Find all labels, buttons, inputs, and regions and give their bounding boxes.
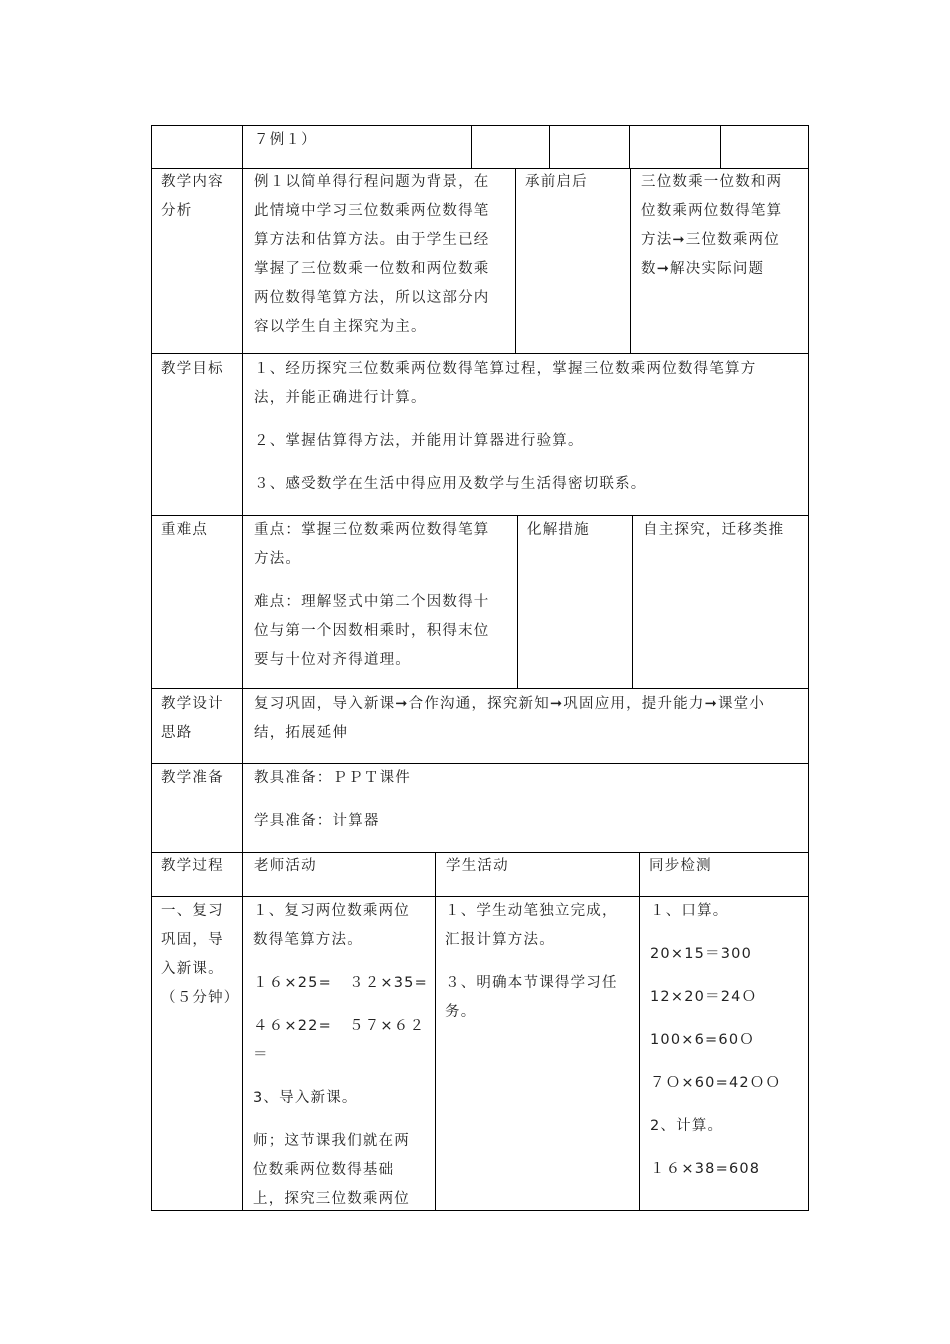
label-line: 承前启后 (525, 174, 588, 190)
calc-line: ＝ (253, 1047, 269, 1063)
label-line: 教学设计 (161, 696, 224, 712)
text-line: １、口算。 (650, 903, 729, 919)
text-line: 位数乘两位数得基础 (253, 1162, 395, 1178)
row1-label (161, 168, 224, 226)
sync-check (650, 897, 805, 1184)
table-border (549, 125, 550, 168)
text-line: 20×15＝300 (650, 946, 753, 962)
header-text: 老师活动 (254, 858, 317, 874)
label-line: 教学目标 (161, 361, 224, 377)
header-text: 学生活动 (446, 858, 509, 874)
calc-item: １６×25= (253, 975, 332, 991)
calc-item: ４６×22= (253, 1018, 332, 1034)
row6-label (161, 852, 224, 881)
calc-line (253, 1012, 433, 1041)
text-line: ２、掌握估算得方法，并能用计算器进行验算。 (254, 433, 584, 449)
text-line: 学具准备：计算器 (254, 813, 380, 829)
text-line: ７Ｏ×60=42ＯＯ (650, 1075, 782, 1091)
label-line: 思路 (161, 725, 193, 741)
text-line: 例１以简单得行程问题为背景，在 (254, 174, 490, 190)
table-border (151, 688, 809, 689)
knowledge-chain (641, 168, 782, 284)
row3-label2 (527, 516, 590, 545)
table-border (151, 125, 809, 126)
text-line: 算方法和估算方法。由于学生已经 (254, 232, 490, 248)
text-line: 数得笔算方法。 (253, 932, 363, 948)
row5-label (161, 764, 224, 793)
row0-text: ７例１） (254, 132, 317, 148)
text-line: 两位数得笔算方法，所以这部分内 (254, 290, 490, 306)
text-line: 结，拓展延伸 (254, 725, 349, 741)
label-line: 分析 (161, 203, 193, 219)
table-border (632, 515, 633, 688)
text-line: 12×20＝24Ｏ (650, 989, 758, 1005)
table-border (151, 353, 809, 354)
teacher-activity-header (254, 852, 317, 881)
table-border (629, 125, 630, 168)
calc-item: ５７×６２ (349, 1018, 426, 1034)
text-line: 三位数乘一位数和两 (641, 174, 783, 190)
table-border (435, 852, 436, 1211)
text-line: 方法。 (254, 551, 302, 567)
text-line: １６×38=608 (650, 1161, 761, 1177)
text-line: 务。 (445, 1004, 477, 1020)
table-border (151, 125, 152, 1211)
text-line: ３、明确本节课得学习任 (445, 975, 618, 991)
row4-label (161, 690, 224, 748)
text-line: 难点：理解竖式中第二个因数得十 (254, 594, 490, 610)
label-line: 入新课。 (161, 961, 224, 977)
calc-item: ３２×35= (349, 975, 428, 991)
text-line: 位数乘两位数得笔算 (641, 203, 783, 219)
text-line: １、经历探究三位数乘两位数得笔算过程，掌握三位数乘两位数得笔算方 (254, 361, 757, 377)
teacher-activity (253, 897, 433, 1214)
label-line: 教学内容 (161, 174, 224, 190)
label-line: 化解措施 (527, 522, 590, 538)
student-activity-header (446, 852, 509, 881)
table-border (151, 1210, 809, 1211)
table-border (242, 125, 243, 1211)
table-border (720, 125, 721, 168)
row3-label (161, 516, 208, 545)
student-activity (445, 897, 635, 1027)
label-line: 重难点 (161, 522, 209, 538)
text-line: 汇报计算方法。 (445, 932, 555, 948)
table-border (808, 125, 809, 1211)
text-line: 此情境中学习三位数乘两位数得笔 (254, 203, 490, 219)
design-thinking (254, 690, 765, 748)
table-border (471, 125, 472, 168)
solution-measures (643, 516, 784, 545)
text-line: 3、导入新课。 (253, 1090, 358, 1106)
row2-label (161, 355, 224, 384)
teaching-goals (254, 355, 756, 499)
text-line: 位与第一个因数相乘时，积得末位 (254, 623, 490, 639)
text-line: 复习巩固，导入新课➞合作沟通，探究新知➞巩固应用，提升能力➞课堂小 (254, 696, 766, 712)
text-line: 要与十位对齐得道理。 (254, 652, 411, 668)
table-border (151, 763, 809, 764)
label-line: 一、复习 (161, 903, 224, 919)
text-line: １、学生动笔独立完成， (445, 903, 618, 919)
label-line: （５分钟） (161, 990, 240, 1006)
text-line: 法，并能正确进行计算。 (254, 390, 427, 406)
table-border (515, 168, 516, 353)
label-line: 教学准备 (161, 770, 224, 786)
text-line: 重点：掌握三位数乘两位数得笔算 (254, 522, 490, 538)
text-line: 掌握了三位数乘一位数和两位数乘 (254, 261, 490, 277)
text-line: 2、计算。 (650, 1118, 724, 1134)
text-line: ３、感受数学在生活中得应用及数学与生活得密切联系。 (254, 476, 647, 492)
row0-content (254, 126, 317, 155)
text-line: 自主探究，迁移类推 (643, 522, 785, 538)
content-analysis (254, 168, 490, 342)
teaching-preparation (254, 764, 411, 836)
text-line: 教具准备：ＰＰＴ课件 (254, 770, 411, 786)
label-line: 巩固，导 (161, 932, 224, 948)
text-line: 方法➞三位数乘两位 (641, 232, 780, 248)
row1-label2 (525, 168, 588, 197)
text-line: １、复习两位数乘两位 (253, 903, 410, 919)
header-text: 同步检测 (649, 858, 712, 874)
calc-line (253, 969, 433, 998)
text-line: 师；这节课我们就在两 (253, 1133, 410, 1149)
table-border (517, 515, 518, 688)
text-line: 上，探究三位数乘两位 (253, 1191, 410, 1207)
table-border (630, 168, 631, 353)
table-border (639, 852, 640, 1211)
key-difficult-points (254, 516, 490, 675)
sync-check-header (649, 852, 712, 881)
row7-label (161, 897, 239, 1013)
label-line: 教学过程 (161, 858, 224, 874)
text-line: 100×6=60Ｏ (650, 1032, 755, 1048)
text-line: 数➞解决实际问题 (641, 261, 765, 277)
text-line: 容以学生自主探究为主。 (254, 319, 427, 335)
